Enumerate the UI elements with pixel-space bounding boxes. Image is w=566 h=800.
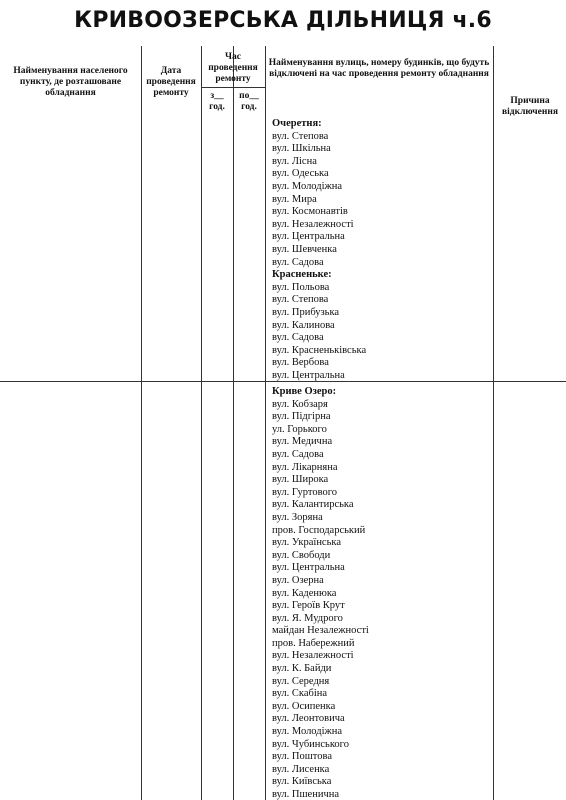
header-time-from: з__ год. bbox=[209, 91, 225, 112]
header-time-to: по__ год. bbox=[239, 91, 259, 112]
street-item: вул. Героїв Крут bbox=[272, 600, 345, 612]
street-item: вул. Широка bbox=[272, 474, 329, 486]
header-reason: Причина відключення bbox=[502, 96, 558, 117]
column-divider bbox=[233, 46, 234, 800]
street-item: вул. Озерна bbox=[272, 574, 324, 586]
street-item: вул. Калинова bbox=[272, 319, 335, 331]
street-item: ул. Горького bbox=[272, 423, 327, 435]
column-divider bbox=[265, 46, 266, 800]
street-item: вул. Зоряна bbox=[272, 511, 323, 523]
street-item: вул. Чубинського bbox=[272, 738, 349, 750]
street-item: вул. Молодіжна bbox=[272, 180, 343, 192]
header-time: Час проведення ремонту bbox=[208, 52, 258, 84]
column-divider bbox=[141, 46, 142, 800]
street-item: вул. Леонтовича bbox=[272, 713, 345, 725]
settlement-name: Криве Озеро: bbox=[272, 386, 337, 397]
street-item: вул. Київська bbox=[272, 776, 332, 788]
street-item: вул. Лікарняна bbox=[272, 461, 338, 473]
street-item: вул. Шкільна bbox=[272, 143, 331, 155]
street-item: вул. Кобзаря bbox=[272, 398, 328, 410]
street-item: вул. Калантирська bbox=[272, 499, 354, 511]
outage-table bbox=[0, 46, 566, 800]
street-item: вул. Космонавтів bbox=[272, 206, 348, 218]
street-item: вул. Молодіжна bbox=[272, 726, 343, 738]
time-header-divider bbox=[201, 87, 265, 88]
street-item: вул. К. Байди bbox=[272, 663, 332, 675]
street-item: вул. Прибузька bbox=[272, 306, 340, 318]
header-date: Дата проведення ремонту bbox=[146, 66, 196, 98]
street-list-block-2 bbox=[272, 386, 492, 800]
street-item: вул. Гуртового bbox=[272, 486, 338, 498]
street-item: вул. Каденюка bbox=[272, 587, 337, 599]
street-item: вул. Шевченка bbox=[272, 243, 337, 255]
page-title: КРИВООЗЕРСЬКА ДІЛЬНИЦЯ ч.6 bbox=[74, 8, 492, 33]
street-item: вул. Підгірна bbox=[272, 411, 331, 423]
street-item: вул. Одеська bbox=[272, 168, 329, 180]
column-divider bbox=[493, 46, 494, 800]
street-item: вул. Українська bbox=[272, 537, 341, 549]
street-item: вул. Мира bbox=[272, 193, 317, 205]
street-item: вул. Степова bbox=[272, 130, 329, 142]
street-item: вул. Центральна bbox=[272, 231, 345, 243]
street-item: вул. Осипенка bbox=[272, 700, 336, 712]
street-item: майдан Незалежності bbox=[272, 625, 369, 637]
street-item: вул. Поштова bbox=[272, 751, 332, 763]
street-item: вул. Свободи bbox=[272, 549, 331, 561]
settlement-name: Очеретня: bbox=[272, 118, 322, 129]
column-divider bbox=[201, 46, 202, 800]
street-item: вул. Незалежності bbox=[272, 650, 354, 662]
settlement-name: Красненьке: bbox=[272, 269, 332, 281]
street-item: вул. Польова bbox=[272, 281, 330, 293]
street-item: вул. Садова bbox=[272, 448, 324, 460]
street-item: вул. Пшенична bbox=[272, 789, 340, 800]
street-item: пров. Господарський bbox=[272, 524, 366, 536]
street-item: вул. Красненьківська bbox=[272, 344, 367, 356]
street-item: вул. Незалежності bbox=[272, 218, 354, 230]
header-streets: Найменування вулиць, номеру будинків, що будуть відключені на час проведення ремонту обладнання bbox=[268, 58, 490, 79]
street-item: вул. Степова bbox=[272, 294, 329, 306]
street-item: вул. Лисенка bbox=[272, 763, 330, 775]
street-item: вул. Скабіна bbox=[272, 688, 328, 700]
street-item: вул. Середня bbox=[272, 675, 330, 687]
street-item: вул. Садова bbox=[272, 332, 324, 344]
street-item: пров. Набережний bbox=[272, 637, 355, 649]
street-item: вул. Я. Мудрого bbox=[272, 612, 343, 624]
street-item: вул. Центральна bbox=[272, 369, 345, 381]
street-item: вул. Медична bbox=[272, 436, 333, 448]
header-settlement: Найменування населеного пункту, де розташоване обладнання bbox=[13, 66, 128, 98]
street-list-block-1 bbox=[272, 118, 492, 382]
street-item: вул. Садова bbox=[272, 256, 324, 268]
street-item: вул. Лісна bbox=[272, 155, 317, 167]
street-item: вул. Центральна bbox=[272, 562, 345, 574]
street-item: вул. Вербова bbox=[272, 357, 329, 369]
